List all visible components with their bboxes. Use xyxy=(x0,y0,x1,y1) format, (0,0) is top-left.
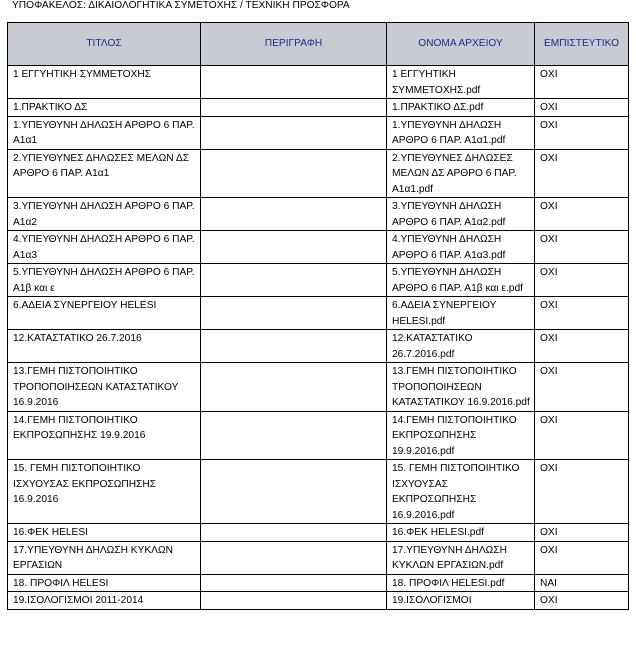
cell-confidential: ΟΧΙ xyxy=(535,149,629,198)
cell-description xyxy=(201,460,387,524)
documents-table xyxy=(7,22,629,610)
cell-confidential: ΟΧΙ xyxy=(535,116,629,149)
cell-title: 1 ΕΓΓΥΗΤΙΚΗ ΣΥΜΜΕΤΟΧΗΣ xyxy=(8,66,201,99)
cell-description xyxy=(201,592,387,610)
cell-confidential: ΟΧΙ xyxy=(535,264,629,297)
cell-description xyxy=(201,149,387,198)
cell-filename: 1 ΕΓΓΥΗΤΙΚΗ ΣΥΜΜΕΤΟΧΗΣ.pdf xyxy=(387,66,535,99)
table-row xyxy=(8,592,629,610)
cell-title: 6.ΑΔΕΙΑ ΣΥΝΕΡΓΕΙΟΥ HELESI xyxy=(8,297,201,330)
cell-confidential: ΟΧΙ xyxy=(535,592,629,610)
cell-confidential: ΟΧΙ xyxy=(535,524,629,542)
cell-filename: 6.ΑΔΕΙΑ ΣΥΝΕΡΓΕΙΟΥ HELESI.pdf xyxy=(387,297,535,330)
table-row xyxy=(8,541,629,574)
cell-filename: 16.ΦΕΚ HELESI.pdf xyxy=(387,524,535,542)
cell-filename: 12.ΚΑΤΑΣΤΑΤΙΚΟ 26.7.2016.pdf xyxy=(387,330,535,363)
cell-title: 1.ΥΠΕΥΘΥΝΗ ΔΗΛΩΣΗ ΑΡΘΡΟ 6 ΠΑΡ. Α1α1 xyxy=(8,116,201,149)
column-header-filename: ΟΝΟΜΑ ΑΡΧΕΙΟΥ xyxy=(387,23,535,66)
cell-description xyxy=(201,524,387,542)
cell-filename: 5.ΥΠΕΥΘΥΝΗ ΔΗΛΩΣΗ ΑΡΘΡΟ 6 ΠΑΡ. Α1β και ε.pdf xyxy=(387,264,535,297)
table-header-row xyxy=(8,23,629,66)
column-header-confidential: ΕΜΠΙΣΤΕΥΤΙΚΟ xyxy=(535,23,629,66)
cell-confidential: ΟΧΙ xyxy=(535,363,629,412)
cell-title: 18. ΠΡΟΦΙΛ HELESI xyxy=(8,574,201,592)
table-row xyxy=(8,231,629,264)
cell-description xyxy=(201,363,387,412)
table-row xyxy=(8,574,629,592)
column-header-description: ΠΕΡΙΓΡΑΦΗ xyxy=(201,23,387,66)
cell-filename: 2.ΥΠΕΥΘΥΝΕΣ ΔΗΛΩΣΕΣ ΜΕΛΩΝ ΔΣ ΑΡΘΡΟ 6 ΠΑΡ. Α1α1.pdf xyxy=(387,149,535,198)
cell-title: 1.ΠΡΑΚΤΙΚΟ ΔΣ xyxy=(8,99,201,117)
cell-description xyxy=(201,99,387,117)
cell-filename: 13.ΓΕΜΗ ΠΙΣΤΟΠΟΙΗΤΙΚΟ ΤΡΟΠΟΠΟΙΗΣΕΩΝ ΚΑΤΑΣΤΑΤΙΚΟΥ 16.9.2016.pdf xyxy=(387,363,535,412)
table-row xyxy=(8,198,629,231)
cell-confidential: ΟΧΙ xyxy=(535,330,629,363)
cell-title: 5.ΥΠΕΥΘΥΝΗ ΔΗΛΩΣΗ ΑΡΘΡΟ 6 ΠΑΡ. Α1β και ε xyxy=(8,264,201,297)
cell-title: 15. ΓΕΜΗ ΠΙΣΤΟΠΟΙΗΤΙΚΟ ΙΣΧΥΟΥΣΑΣ ΕΚΠΡΟΣΩΠΗΣΗΣ 16.9.2016 xyxy=(8,460,201,524)
table-row xyxy=(8,460,629,524)
cell-title: 4.ΥΠΕΥΘΥΝΗ ΔΗΛΩΣΗ ΑΡΘΡΟ 6 ΠΑΡ. Α1α3 xyxy=(8,231,201,264)
cell-filename: 3.ΥΠΕΥΘΥΝΗ ΔΗΛΩΣΗ ΑΡΘΡΟ 6 ΠΑΡ. Α1α2.pdf xyxy=(387,198,535,231)
cell-title: 14.ΓΕΜΗ ΠΙΣΤΟΠΟΙΗΤΙΚΟ ΕΚΠΡΟΣΩΠΗΣΗΣ 19.9.2016 xyxy=(8,411,201,460)
cell-filename: 15. ΓΕΜΗ ΠΙΣΤΟΠΟΙΗΤΙΚΟ ΙΣΧΥΟΥΣΑΣ ΕΚΠΡΟΣΩΠΗΣΗΣ 16.9.2016.pdf xyxy=(387,460,535,524)
cell-confidential: ΟΧΙ xyxy=(535,66,629,99)
cell-description xyxy=(201,574,387,592)
cell-filename: 1.ΥΠΕΥΘΥΝΗ ΔΗΛΩΣΗ ΑΡΘΡΟ 6 ΠΑΡ. Α1α1.pdf xyxy=(387,116,535,149)
cell-description xyxy=(201,231,387,264)
table-row xyxy=(8,330,629,363)
cell-title: 17.ΥΠΕΥΘΥΝΗ ΔΗΛΩΣΗ ΚΥΚΛΩΝ ΕΡΓΑΣΙΩΝ xyxy=(8,541,201,574)
cell-confidential: ΟΧΙ xyxy=(535,297,629,330)
table-row xyxy=(8,116,629,149)
cell-title: 3.ΥΠΕΥΘΥΝΗ ΔΗΛΩΣΗ ΑΡΘΡΟ 6 ΠΑΡ. Α1α2 xyxy=(8,198,201,231)
cell-description xyxy=(201,297,387,330)
cell-filename: 14.ΓΕΜΗ ΠΙΣΤΟΠΟΙΗΤΙΚΟ ΕΚΠΡΟΣΩΠΗΣΗΣ 19.9.2016.pdf xyxy=(387,411,535,460)
cell-confidential: ΟΧΙ xyxy=(535,541,629,574)
cell-description xyxy=(201,116,387,149)
cell-description xyxy=(201,264,387,297)
table-row xyxy=(8,149,629,198)
cell-filename: 17.ΥΠΕΥΘΥΝΗ ΔΗΛΩΣΗ ΚΥΚΛΩΝ ΕΡΓΑΣΙΩΝ.pdf xyxy=(387,541,535,574)
cell-description xyxy=(201,541,387,574)
cell-filename: 1.ΠΡΑΚΤΙΚΟ ΔΣ.pdf xyxy=(387,99,535,117)
cell-title: 12.ΚΑΤΑΣΤΑΤΙΚΟ 26.7.2016 xyxy=(8,330,201,363)
cell-description xyxy=(201,198,387,231)
cell-title: 2.ΥΠΕΥΘΥΝΕΣ ΔΗΛΩΣΕΣ ΜΕΛΩΝ ΔΣ ΑΡΘΡΟ 6 ΠΑΡ. Α1α1 xyxy=(8,149,201,198)
cell-confidential: ΝΑΙ xyxy=(535,574,629,592)
cell-filename: 19.ΙΣΟΛΟΓΙΣΜΟΙ xyxy=(387,592,535,610)
cell-title: 16.ΦΕΚ HELESI xyxy=(8,524,201,542)
column-header-title: ΤΙΤΛΟΣ xyxy=(8,23,201,66)
cell-confidential: ΟΧΙ xyxy=(535,231,629,264)
cell-confidential: ΟΧΙ xyxy=(535,460,629,524)
cell-description xyxy=(201,411,387,460)
cell-title: 13.ΓΕΜΗ ΠΙΣΤΟΠΟΙΗΤΙΚΟ ΤΡΟΠΟΠΟΙΗΣΕΩΝ ΚΑΤΑΣΤΑΤΙΚΟΥ 16.9.2016 xyxy=(8,363,201,412)
table-row xyxy=(8,66,629,99)
cell-confidential: ΟΧΙ xyxy=(535,411,629,460)
table-row xyxy=(8,297,629,330)
table-row xyxy=(8,411,629,460)
cell-filename: 4.ΥΠΕΥΘΥΝΗ ΔΗΛΩΣΗ ΑΡΘΡΟ 6 ΠΑΡ. Α1α3.pdf xyxy=(387,231,535,264)
cell-confidential: ΟΧΙ xyxy=(535,99,629,117)
cell-confidential: ΟΧΙ xyxy=(535,198,629,231)
table-row xyxy=(8,264,629,297)
cell-title: 19.ΙΣΟΛΟΓΙΣΜΟΙ 2011-2014 xyxy=(8,592,201,610)
cell-description xyxy=(201,66,387,99)
table-row xyxy=(8,524,629,542)
document-heading: ΥΠΟΦΑΚΕΛΟΣ: ΔΙΚΑΙΟΛΟΓΗΤΙΚΑ ΣΥΜΕΤΟΧΗΣ / ΤΕΧΝΙΚΗ ΠΡΟΣΦΟΡΑ xyxy=(12,0,350,11)
cell-filename: 18. ΠΡΟΦΙΛ HELESI.pdf xyxy=(387,574,535,592)
table-row xyxy=(8,363,629,412)
cell-description xyxy=(201,330,387,363)
table-row xyxy=(8,99,629,117)
